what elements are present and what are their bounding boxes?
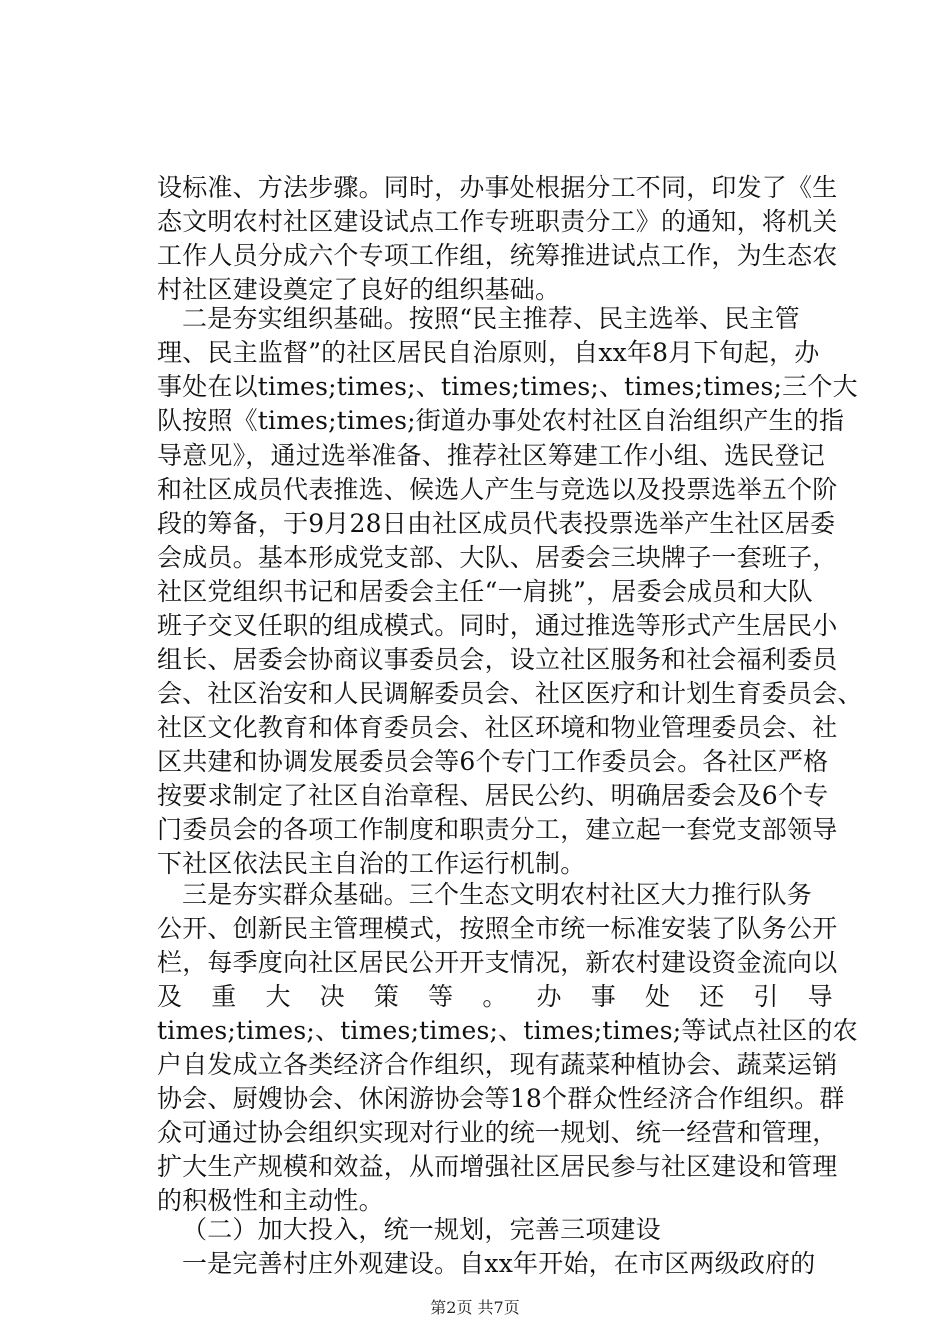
text-line: 众可通过协会组织实现对行业的统一规划、统一经营和管理， xyxy=(157,1118,838,1147)
paragraph-start-line: 一是完善村庄外观建设。自xx年开始，在市区两级政府的 xyxy=(182,1249,816,1278)
char: 引 xyxy=(753,982,779,1011)
text-line: 和社区成员代表推选、候选人产生与竞选以及投票选举五个阶 xyxy=(157,475,838,504)
text-line: 栏，每季度向社区居民公开开支情况，新农村建设资金流向以 xyxy=(157,948,838,977)
text-line: 会、社区治安和人民调解委员会、社区医疗和计划生育委员会、 xyxy=(157,679,863,708)
text-line: 区共建和协调发展委员会等6个专门工作委员会。各社区严格 xyxy=(157,747,829,776)
text-line: 态文明农村社区建设试点工作专班职责分工》的通知，将机关 xyxy=(157,207,838,236)
page-number-footer: 第2页 共7页 xyxy=(430,1298,520,1317)
text-line: 导意见》，通过选举准备、推荐社区筹建工作小组、选民登记 xyxy=(157,441,825,470)
paragraph-start-line: 二是夯实组织基础。按照“民主推荐、民主选举、民主管 xyxy=(182,304,800,333)
text-line: 公开、创新民主管理模式，按照全市统一标准安装了队务公开 xyxy=(157,914,838,943)
char: 及 xyxy=(157,982,183,1011)
char: 策 xyxy=(373,982,400,1011)
text-line: times;times;、times;times;、times;times;等试点社区的农 xyxy=(157,1016,858,1045)
text-line: 的积极性和主动性。 xyxy=(157,1186,384,1215)
text-line: 队按照《times;times;街道办事处农村社区自治组织产生的指 xyxy=(157,406,845,435)
paragraph-start-line: 三是夯实群众基础。三个生态文明农村社区大力推行队务 xyxy=(182,880,813,909)
char: 导 xyxy=(807,982,833,1011)
text-line: 协会、厨嫂协会、休闲游协会等18个群众性经济合作组织。群 xyxy=(157,1084,845,1113)
text-line: 工作人员分成六个专项工作组，统筹推进试点工作，为生态农 xyxy=(157,241,838,270)
text-line: 扩大生产规模和效益，从而增强社区居民参与社区建设和管理 xyxy=(157,1152,838,1181)
text-line: 段的筹备，于9月28日由社区成员代表投票选举产生社区居委 xyxy=(157,509,836,538)
justified-text-line xyxy=(157,980,833,1014)
char: 。 xyxy=(482,982,508,1011)
char: 等 xyxy=(428,982,454,1011)
char: 重 xyxy=(211,982,237,1011)
text-line: 会成员。基本形成党支部、大队、居委会三块牌子一套班子， xyxy=(157,543,838,572)
text-line: 下社区依法民主自治的工作运行机制。 xyxy=(157,849,586,878)
char: 还 xyxy=(699,982,725,1011)
text-line: 社区党组织书记和居委会主任“一肩挑”，居委会成员和大队 xyxy=(157,577,813,606)
char: 事 xyxy=(590,982,616,1011)
text-line: 门委员会的各项工作制度和职责分工，建立起一套党支部领导 xyxy=(157,815,838,844)
text-line: 理、民主监督”的社区居民自治原则，自xx年8月下旬起，办 xyxy=(157,338,820,367)
text-line: 设标准、方法步骤。同时，办事处根据分工不同，印发了《生 xyxy=(157,173,838,202)
text-line: 按要求制定了社区自治章程、居民公约、明确居委会及6个专 xyxy=(157,781,829,810)
text-line: 户自发成立各类经济合作组织，现有蔬菜种植协会、蔬菜运销 xyxy=(157,1050,838,1079)
char: 办 xyxy=(536,982,562,1011)
text-line: 班子交叉任职的组成模式。同时，通过推选等形式产生居民小 xyxy=(157,611,838,640)
char: 处 xyxy=(644,982,671,1011)
text-line: 村社区建设奠定了良好的组织基础。 xyxy=(157,275,561,304)
char: 大 xyxy=(265,982,291,1011)
text-line: 组长、居委会协商议事委员会，设立社区服务和社会福利委员 xyxy=(157,645,838,674)
char: 决 xyxy=(319,982,345,1011)
text-line: 社区文化教育和体育委员会、社区环境和物业管理委员会、社 xyxy=(157,713,838,742)
text-line: 事处在以times;times;、times;times;、times;times;三个大 xyxy=(157,372,858,401)
section-heading: （二）加大投入，统一规划，完善三项建设 xyxy=(182,1215,661,1244)
